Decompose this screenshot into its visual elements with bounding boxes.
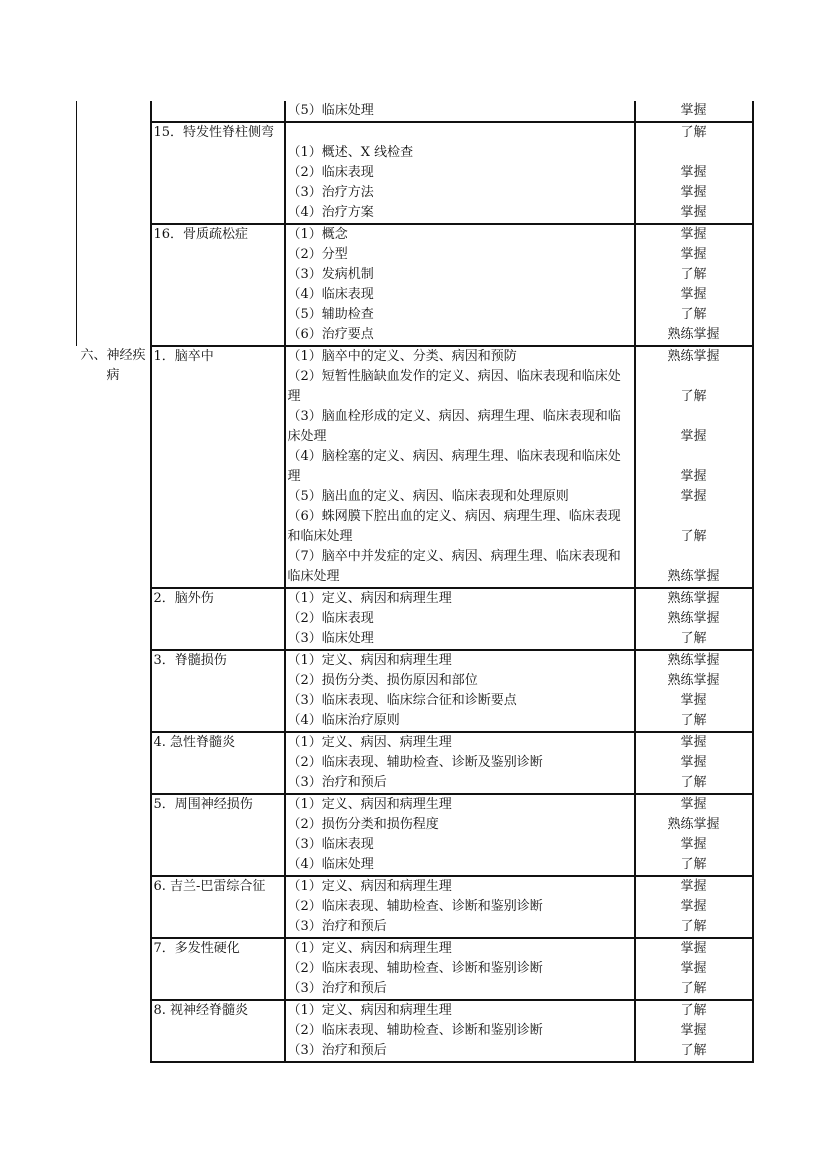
content-item: （2）临床表现、辅助检查、诊断和鉴别诊断	[287, 899, 543, 914]
content-item: （1）定义、病因和病理生理	[287, 591, 452, 606]
content-item: （3）治疗和预后	[287, 1043, 387, 1058]
requirement-level: 掌握	[680, 755, 707, 770]
requirement-level: 了解	[680, 631, 707, 646]
requirement-levels-cell	[635, 224, 753, 346]
requirement-level: 了解	[680, 981, 707, 996]
requirement-level: 掌握	[680, 287, 707, 302]
content-item: （1）定义、病因和病理生理	[287, 879, 452, 894]
content-item: （2）损伤分类、损伤原因和部位	[287, 673, 478, 688]
requirement-levels-cell	[635, 938, 753, 1000]
content-items-cell	[285, 876, 635, 938]
topic-title	[151, 101, 285, 122]
content-item: （2）临床表现、辅助检查、诊断和鉴别诊断	[287, 961, 543, 976]
category-cell	[77, 101, 151, 346]
content-item: （2）临床表现	[287, 611, 374, 626]
content-items-cell	[285, 1000, 635, 1062]
requirement-level: 掌握	[680, 735, 707, 750]
topic-row	[77, 938, 753, 1000]
syllabus-table-page	[76, 101, 752, 1063]
requirement-levels-cell	[635, 101, 753, 122]
topic-title: 8. 视神经脊髓炎	[151, 1000, 285, 1062]
topic-row	[77, 224, 753, 346]
topic-row	[77, 1000, 753, 1062]
requirement-level: 掌握	[680, 489, 707, 504]
content-item: （6）蛛网膜下腔出血的定义、病因、病理生理、临床表现和临床处理	[287, 509, 621, 544]
topic-row	[77, 346, 753, 588]
topic-title: 1．脑卒中	[151, 346, 285, 588]
content-item: （4）临床处理	[287, 857, 374, 872]
content-item: （2）临床表现、辅助检查、诊断和鉴别诊断	[287, 1023, 543, 1038]
topic-row	[77, 876, 753, 938]
requirement-levels-cell	[635, 346, 753, 588]
topic-row	[77, 588, 753, 650]
content-item: （1）定义、病因和病理生理	[287, 941, 452, 956]
requirement-level: 了解	[680, 1043, 707, 1058]
topic-title: 15．特发性脊柱侧弯	[151, 122, 285, 224]
content-item: （1）定义、病因和病理生理	[287, 797, 452, 812]
syllabus-table	[76, 101, 754, 1063]
requirement-level: 了解	[680, 713, 707, 728]
content-item: （1）定义、病因、病理生理	[287, 735, 452, 750]
requirement-levels-cell	[635, 794, 753, 876]
content-item: （1）概念	[287, 227, 348, 242]
requirement-level: 掌握	[680, 961, 707, 976]
content-item: （2）分型	[287, 247, 348, 262]
requirement-level: 熟练掌握	[667, 817, 720, 832]
content-items-cell	[285, 732, 635, 794]
content-item: （1）定义、病因和病理生理	[287, 653, 452, 668]
topic-row	[77, 122, 753, 224]
content-items-cell	[285, 794, 635, 876]
content-item: （2）临床表现	[287, 165, 374, 180]
topic-row	[77, 794, 753, 876]
requirement-level: 掌握	[680, 797, 707, 812]
requirement-levels-cell	[635, 1000, 753, 1062]
content-item: （3）临床表现	[287, 837, 374, 852]
content-item: （1）概述、X 线检查	[287, 145, 414, 160]
content-item: （4）治疗方案	[287, 205, 374, 220]
requirement-level: 熟练掌握	[667, 327, 720, 342]
content-items-cell	[285, 346, 635, 588]
syllabus-table-body	[77, 101, 753, 1062]
content-item: （2）短暂性脑缺血发作的定义、病因、临床表现和临床处理	[287, 369, 621, 404]
requirement-level: 掌握	[680, 227, 707, 242]
content-item: （3）治疗和预后	[287, 919, 387, 934]
requirement-levels-cell	[635, 732, 753, 794]
requirement-level: 了解	[680, 389, 707, 404]
requirement-level: 掌握	[680, 941, 707, 956]
content-items-cell	[285, 224, 635, 346]
requirement-level: 了解	[680, 529, 707, 544]
topic-title: 6. 吉兰-巴雷综合征	[151, 876, 285, 938]
requirement-level: 熟练掌握	[667, 673, 720, 688]
content-item: （2）损伤分类和损伤程度	[287, 817, 439, 832]
requirement-level: 掌握	[680, 205, 707, 220]
requirement-level: 了解	[680, 125, 707, 140]
requirement-level: 掌握	[680, 247, 707, 262]
requirement-level: 掌握	[680, 185, 707, 200]
content-item: （4）临床治疗原则	[287, 713, 400, 728]
requirement-levels-cell	[635, 588, 753, 650]
requirement-level	[638, 143, 750, 163]
content-items-cell	[285, 101, 635, 122]
content-items-cell	[285, 588, 635, 650]
topic-title: 2．脑外伤	[151, 588, 285, 650]
requirement-level: 了解	[680, 1003, 707, 1018]
content-item: （3）临床处理	[287, 631, 374, 646]
content-item: （3）脑血栓形成的定义、病因、病理生理、临床表现和临床处理	[287, 409, 621, 444]
requirement-level: 了解	[680, 307, 707, 322]
content-item: （1）定义、病因和病理生理	[287, 1003, 452, 1018]
requirement-level: 熟练掌握	[667, 611, 720, 626]
content-item: （7）脑卒中并发症的定义、病因、病理生理、临床表现和临床处理	[287, 549, 621, 584]
content-item: （3）发病机制	[287, 267, 374, 282]
requirement-levels-cell	[635, 650, 753, 732]
requirement-level: 掌握	[680, 469, 707, 484]
requirement-level: 了解	[680, 775, 707, 790]
requirement-level: 熟练掌握	[667, 569, 720, 584]
topic-title: 5．周围神经损伤	[151, 794, 285, 876]
requirement-level: 掌握	[680, 693, 707, 708]
content-item: （2）临床表现、辅助检查、诊断及鉴别诊断	[287, 755, 543, 770]
requirement-level: 掌握	[680, 837, 707, 852]
requirement-level: 熟练掌握	[667, 591, 720, 606]
topic-title: 4. 急性脊髓炎	[151, 732, 285, 794]
content-item: （3）治疗和预后	[287, 775, 387, 790]
content-item: （5）临床处理	[287, 103, 374, 118]
requirement-level: 了解	[680, 919, 707, 934]
content-item: （4）脑栓塞的定义、病因、病理生理、临床表现和临床处理	[287, 449, 621, 484]
topic-row	[77, 101, 753, 122]
topic-row	[77, 732, 753, 794]
content-item: （5）辅助检查	[287, 307, 374, 322]
requirement-levels-cell	[635, 122, 753, 224]
content-items-cell	[285, 650, 635, 732]
requirement-levels-cell	[635, 876, 753, 938]
requirement-level: 了解	[680, 267, 707, 282]
topic-row	[77, 650, 753, 732]
content-item: （3）临床表现、临床综合征和诊断要点	[287, 693, 517, 708]
content-item: （3）治疗和预后	[287, 981, 387, 996]
content-item: （6）治疗要点	[287, 327, 374, 342]
requirement-level: 掌握	[680, 899, 707, 914]
content-items-cell	[285, 122, 635, 224]
requirement-level: 掌握	[680, 429, 707, 444]
requirement-level: 了解	[680, 857, 707, 872]
requirement-level: 掌握	[680, 165, 707, 180]
requirement-level: 熟练掌握	[667, 653, 720, 668]
topic-title: 16．骨质疏松症	[151, 224, 285, 346]
requirement-level: 掌握	[680, 103, 707, 118]
requirement-level: 掌握	[680, 879, 707, 894]
content-item: （4）临床表现	[287, 287, 374, 302]
content-item: （5）脑出血的定义、病因、临床表现和处理原则	[287, 489, 569, 504]
requirement-level: 熟练掌握	[667, 349, 720, 364]
content-item: （3）治疗方法	[287, 185, 374, 200]
content-items-cell	[285, 938, 635, 1000]
topic-title: 3．脊髓损伤	[151, 650, 285, 732]
requirement-level: 掌握	[680, 1023, 707, 1038]
content-item	[288, 123, 632, 143]
category-cell: 六、神经疾病	[80, 348, 146, 383]
topic-title: 7．多发性硬化	[151, 938, 285, 1000]
content-item: （1）脑卒中的定义、分类、病因和预防	[287, 349, 517, 364]
